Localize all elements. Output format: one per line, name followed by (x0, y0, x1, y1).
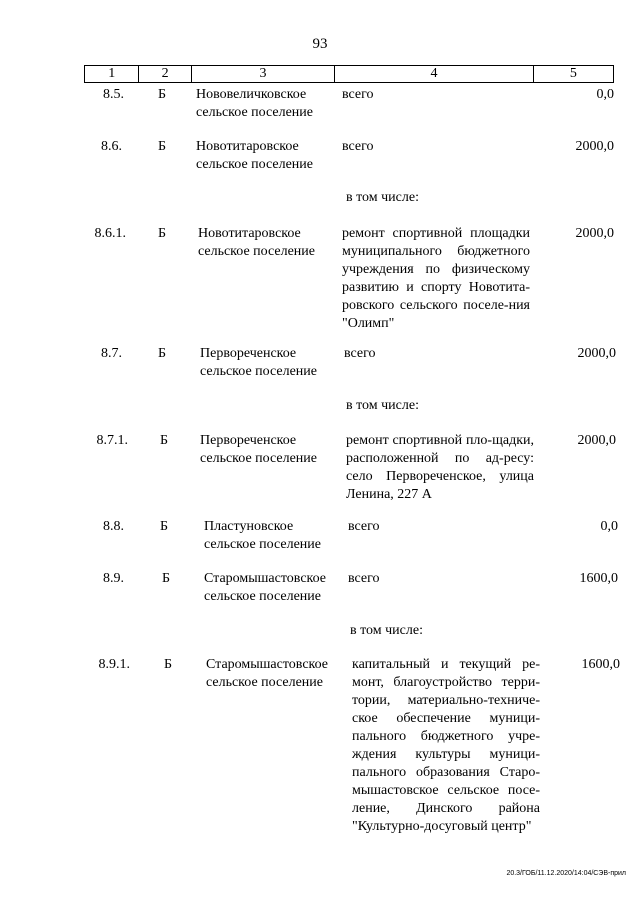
row-name: Нововеличковское сельское поселение (196, 87, 313, 120)
row-value: 0,0 (596, 87, 614, 102)
row-number: 8.6.1. (94, 226, 126, 241)
column-header-3: 3 (191, 66, 334, 83)
row-category: Б (159, 433, 169, 448)
row-category: Б (161, 571, 171, 586)
subheading: в том числе: (346, 190, 419, 205)
row-number: 8.5. (103, 87, 124, 102)
row-category: Б (157, 87, 167, 102)
row-value: 0,0 (600, 519, 618, 534)
row-value: 2000,0 (577, 346, 616, 361)
row-number: 8.9.1. (98, 657, 130, 672)
row-description: всего (342, 87, 374, 102)
row-description: всего (348, 571, 380, 586)
subheading: в том числе: (346, 398, 419, 413)
row-number: 8.7.1. (96, 433, 128, 448)
row-description: всего (344, 346, 376, 361)
row-name: Старомышастовское сельское поселение (206, 657, 329, 690)
row-number: 8.7. (101, 346, 122, 361)
row-description: ремонт спортивной площадки муниципального бюджетного учреждения по физическому развитию и спорту Новотита-ровского сельского поселе-ния "Олимп" (342, 226, 530, 331)
row-value: 2000,0 (577, 433, 616, 448)
row-category: Б (159, 519, 169, 534)
row-category: Б (157, 139, 167, 154)
row-value: 2000,0 (575, 226, 614, 241)
column-header-table (84, 65, 614, 83)
row-category: Б (157, 346, 167, 361)
row-value: 1600,0 (581, 657, 620, 672)
row-name: Первореченское сельское поселение (200, 346, 317, 379)
column-header-5: 5 (533, 66, 613, 83)
row-value: 1600,0 (579, 571, 618, 586)
row-value: 2000,0 (575, 139, 614, 154)
row-description: ремонт спортивной пло-щадки, расположенной по ад-ресу: село Первореченское, улица Ленина, 227 А (346, 433, 534, 502)
row-name: Новотитаровское сельское поселение (196, 139, 313, 172)
row-name: Пластуновское сельское поселение (204, 519, 321, 552)
page-number: 93 (312, 36, 328, 52)
row-number: 8.6. (101, 139, 122, 154)
document-footer: 20.3/ГОБ/11.12.2020/14:04/СЭВ-прил (506, 870, 626, 877)
row-name: Старомышастовское сельское поселение (204, 571, 327, 604)
row-number: 8.8. (103, 519, 124, 534)
row-description: всего (342, 139, 374, 154)
row-name: Новотитаровское сельское поселение (198, 226, 315, 259)
row-category: Б (163, 657, 173, 672)
column-header-2: 2 (139, 66, 191, 83)
row-number: 8.9. (103, 571, 124, 586)
row-name: Первореченское сельское поселение (200, 433, 317, 466)
row-description: всего (348, 519, 380, 534)
column-header-1: 1 (85, 66, 139, 83)
column-header-4: 4 (335, 66, 534, 83)
subheading: в том числе: (350, 623, 423, 638)
row-category: Б (157, 226, 167, 241)
row-description: капитальный и текущий ре-монт, благоустройство терри-тории, материально-техниче-ское обеспечение муници-пального бюджетного учре-ждения культуры муници-пального образования Старо-мышастовское сельское посе-ление, Динского района "Культурно-досуговый центр" (352, 657, 540, 834)
